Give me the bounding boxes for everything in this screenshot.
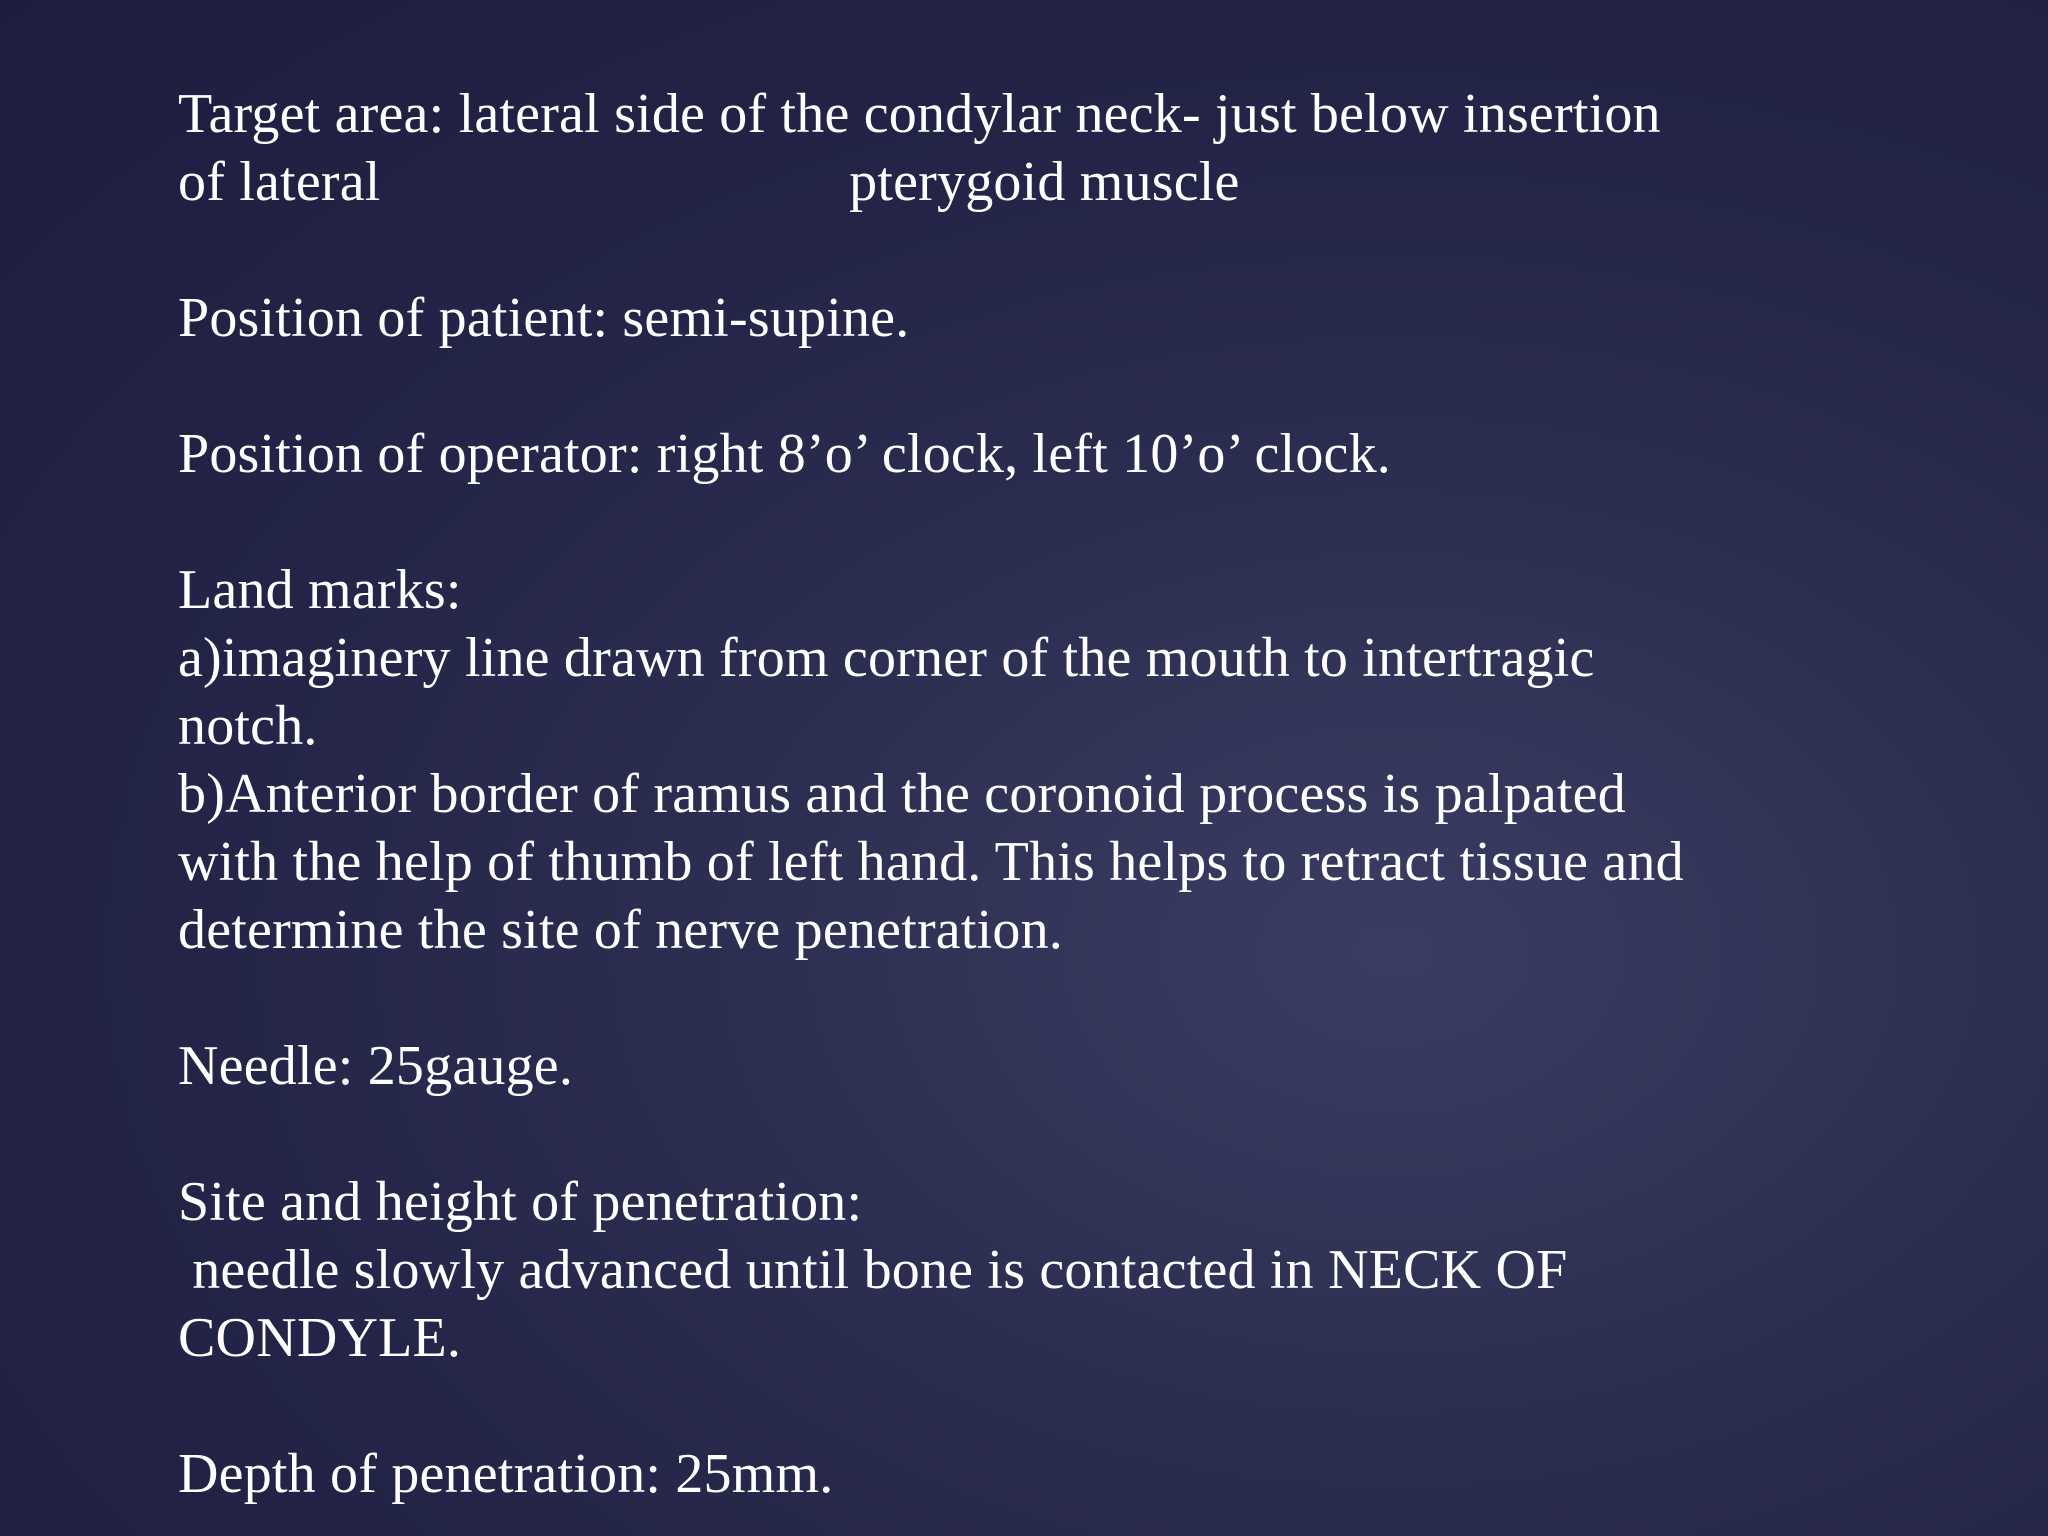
text-line-site-height-desc-cont: CONDYLE. bbox=[178, 1307, 462, 1369]
text-line-landmark-b: b)Anterior border of ramus and the coronoid process is palpated bbox=[178, 763, 1626, 825]
text-line-position-operator: Position of operator: right 8’o’ clock, left 10’o’ clock. bbox=[178, 423, 1391, 485]
text-line-site-height-desc: needle slowly advanced until bone is contacted in NECK OF bbox=[178, 1239, 1568, 1301]
text-line-landmarks-heading: Land marks: bbox=[178, 559, 462, 621]
text-line-landmark-a-cont: notch. bbox=[178, 695, 318, 757]
blank-line bbox=[178, 964, 1878, 1032]
blank-line bbox=[178, 488, 1878, 556]
text-line-depth: Depth of penetration: 25mm. bbox=[178, 1443, 834, 1505]
blank-line bbox=[178, 216, 1878, 284]
slide-body-text bbox=[178, 80, 1878, 1508]
text-line-landmark-b-cont1: with the help of thumb of left hand. This helps to retract tissue and bbox=[178, 831, 1684, 893]
text-line-landmark-b-cont2: determine the site of nerve penetration. bbox=[178, 899, 1063, 961]
text-line-position-patient: Position of patient: semi-supine. bbox=[178, 287, 910, 349]
text-line-target-area: Target area: lateral side of the condylar neck- just below insertion bbox=[178, 83, 1661, 145]
text-line-target-area-cont: of lateral pterygoid muscle bbox=[178, 151, 1240, 213]
text-line-site-height-heading: Site and height of penetration: bbox=[178, 1171, 863, 1233]
blank-line bbox=[178, 1372, 1878, 1440]
blank-line bbox=[178, 1100, 1878, 1168]
text-line-landmark-a: a)imaginery line drawn from corner of the mouth to intertragic bbox=[178, 627, 1595, 689]
blank-line bbox=[178, 352, 1878, 420]
text-line-needle: Needle: 25gauge. bbox=[178, 1035, 574, 1097]
